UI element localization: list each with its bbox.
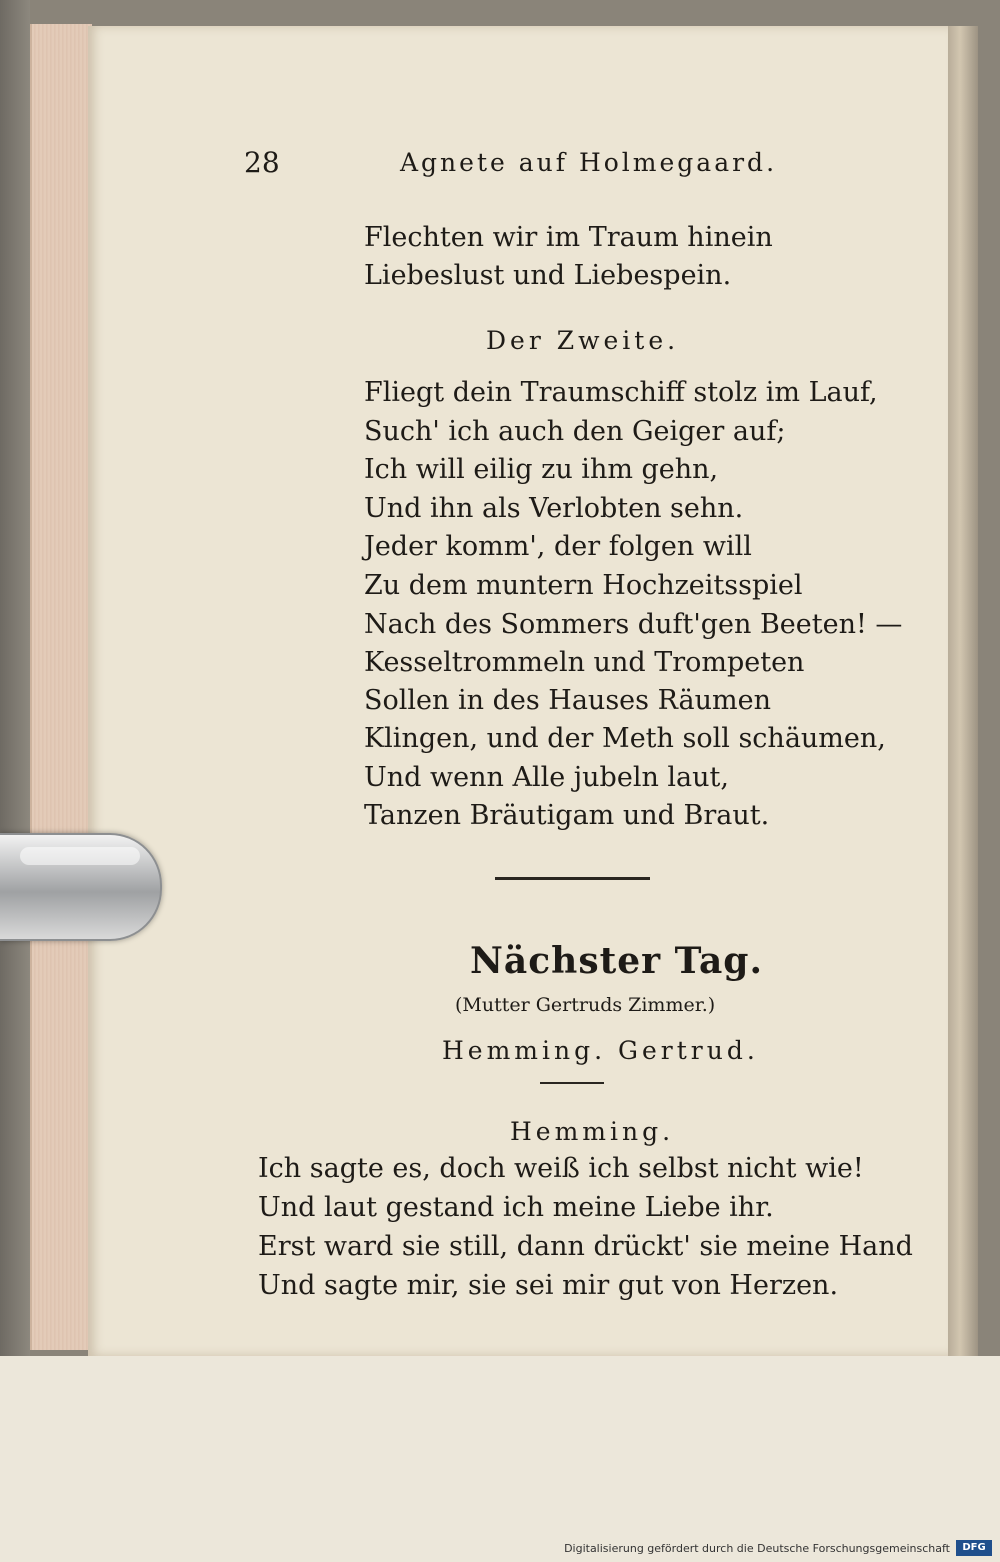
verse-line: Such' ich auch den Geiger auf; bbox=[364, 416, 786, 447]
verse-line: Jeder komm', der folgen will bbox=[364, 531, 752, 562]
verse-line: Und ihn als Verlobten sehn. bbox=[364, 493, 744, 524]
scene-characters: Hemming. Gertrud. bbox=[442, 1036, 759, 1065]
verse-line: Und laut gestand ich meine Liebe ihr. bbox=[258, 1192, 774, 1223]
short-divider bbox=[540, 1082, 604, 1084]
verse-line: Klingen, und der Meth soll schäumen, bbox=[364, 723, 886, 754]
verse-line: Fliegt dein Traumschiff stolz im Lauf, bbox=[364, 377, 878, 408]
verse-line: Und wenn Alle jubeln laut, bbox=[364, 762, 729, 793]
speaker-name: Der Zweite. bbox=[486, 326, 680, 355]
speaker-name: Hemming. bbox=[510, 1117, 675, 1146]
verse-line: Liebeslust und Liebespein. bbox=[364, 260, 732, 291]
verse-line: Nach des Sommers duft'gen Beeten! — bbox=[364, 609, 903, 640]
scene-title: Nächster Tag. bbox=[470, 940, 764, 982]
running-head: Agnete auf Holmegaard. bbox=[400, 148, 778, 177]
verse-line: Flechten wir im Traum hinein bbox=[364, 222, 773, 253]
verse-line: Erst ward sie still, dann drückt' sie meine Hand bbox=[258, 1231, 913, 1262]
verse-line: Sollen in des Hauses Räumen bbox=[364, 685, 771, 716]
verse-line: Tanzen Bräutigam und Braut. bbox=[364, 800, 770, 831]
section-divider bbox=[495, 877, 650, 880]
page-number: 28 bbox=[244, 146, 280, 179]
digitization-credit: Digitalisierung gefördert durch die Deutsche Forschungsgemeinschaft bbox=[564, 1542, 950, 1555]
dfg-logo: DFG bbox=[956, 1540, 992, 1556]
verse-line: Zu dem muntern Hochzeitsspiel bbox=[364, 570, 803, 601]
verse-line: Ich will eilig zu ihm gehn, bbox=[364, 454, 719, 485]
verse-line: Kesseltrommeln und Trompeten bbox=[364, 647, 805, 678]
verse-line: Ich sagte es, doch weiß ich selbst nicht wie! bbox=[258, 1153, 864, 1184]
stage-direction: (Mutter Gertruds Zimmer.) bbox=[455, 994, 716, 1016]
verse-line: Und sagte mir, sie sei mir gut von Herzen. bbox=[258, 1270, 839, 1301]
